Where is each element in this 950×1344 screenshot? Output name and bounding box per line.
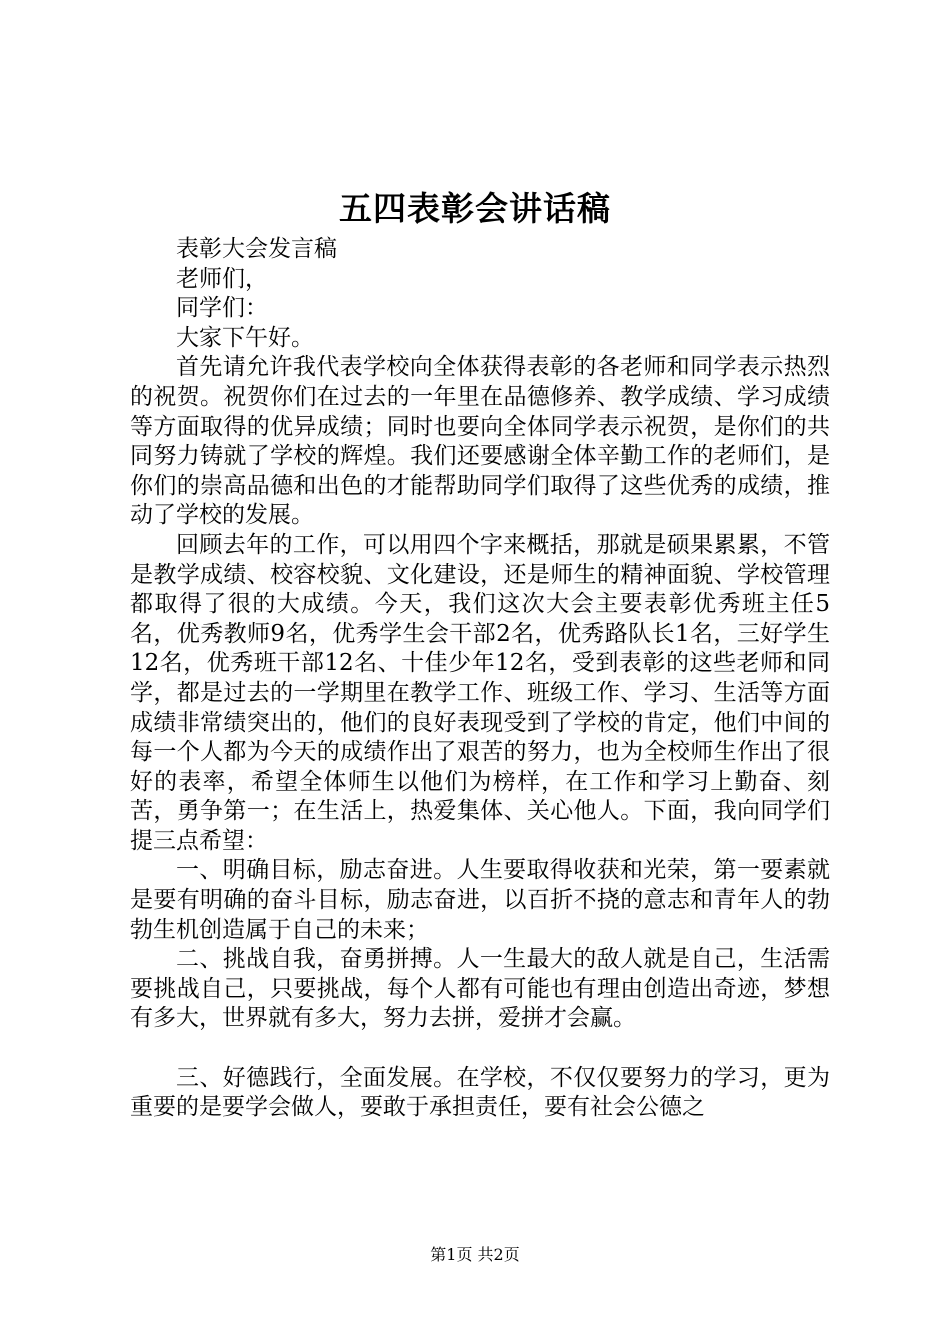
paragraph-hope-three: 三、好德践行，全面发展。在学校，不仅仅要努力的学习，更为重要的是要学会做人，要敢于承担责任，要有社会公德之 [130, 1064, 830, 1121]
paragraph-subtitle: 表彰大会发言稿 [176, 236, 337, 262]
paragraph-hope-one: 一、明确目标，励志奋进。人生要取得收获和光荣，第一要素就是要有明确的奋斗目标，励志奋进，以百折不挠的意志和青年人的勃勃生机创造属于自己的未来； [130, 857, 830, 943]
paragraph-hope-two: 二、挑战自我，奋勇拼搏。人一生最大的敌人就是自己，生活需要挑战自己，只要挑战，每个人都有可能也有理由创造出奇迹，梦想有多大，世界就有多大，努力去拼，爱拼才会赢。 [130, 946, 830, 1032]
paragraph-review: 回顾去年的工作，可以用四个字来概括，那就是硕果累累，不管是教学成绩、校容校貌、文化建设，还是师生的精神面貌、学校管理都取得了很的大成绩。今天，我们这次大会主要表彰优秀班主任5名，优秀教师9名，优秀学生会干部2名，优秀路队长1名，三好学生12名，优秀班干部12名、十佳少年12名，受到表彰的这些老师和同学，都是过去的一学期里在教学工作、班级工作、学习、生活等方面成绩非常绩突出的，他们的良好表现受到了学校的肯定，他们中间的每一个人都为今天的成绩作出了艰苦的努力，也为全校师生作出了很好的表率，希望全体师生以他们为榜样，在工作和学习上勤奋、刻苦，勇争第一；在生活上，热爱集体、关心他人。下面，我向同学们提三点希望： [130, 531, 830, 854]
paragraph-congratulations: 首先请允许我代表学校向全体获得表彰的各老师和同学表示热烈的祝贺。祝贺你们在过去的一年里在品德修养、教学成绩、学习成绩等方面取得的优异成绩；同时也要向全体同学表示祝贺，是你们的共同努力铸就了学校的辉煌。我们还要感谢全体辛勤工作的老师们，是你们的崇高品德和出色的才能帮助同学们取得了这些优秀的成绩，推动了学校的发展。 [130, 354, 830, 529]
paragraph-spacer [130, 1034, 830, 1064]
document-body [130, 235, 830, 1123]
paragraph-greeting: 大家下午好。 [176, 324, 314, 351]
paragraph-salutation-teachers: 老师们， [176, 265, 268, 292]
paragraph-salutation-students: 同学们： [176, 295, 268, 322]
document-title: 五四表彰会讲话稿 [339, 189, 611, 228]
page-number-footer: 第1页 共2页 [430, 1245, 520, 1264]
